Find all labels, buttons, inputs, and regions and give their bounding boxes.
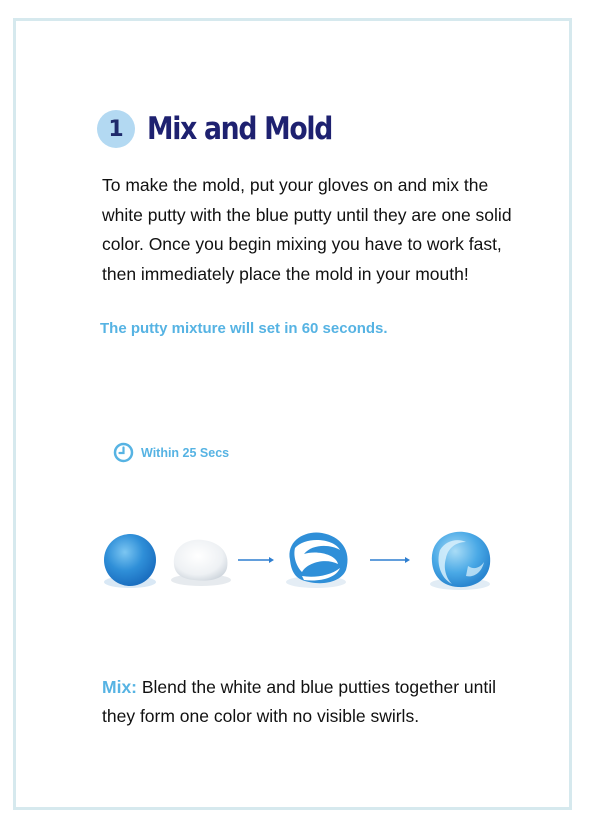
step-title: Mix and Mold <box>147 111 333 147</box>
mix-label: Mix: <box>102 677 137 697</box>
clock-icon <box>113 442 134 463</box>
mix-description <box>102 673 502 731</box>
mix-text: Blend the white and blue putties together until they form one color with no visible swirls. <box>102 677 496 726</box>
step-number-badge: 1 <box>97 110 135 148</box>
blue-putty-ball <box>104 534 156 588</box>
intro-paragraph: To make the mold, put your gloves on and mix the white putty with the blue putty until they are one solid color. Once you begin mixing you have to work fast, then immediately place the mold in your mouth! <box>102 175 512 284</box>
step-header <box>97 106 362 152</box>
mixed-putty-ball <box>430 532 490 590</box>
mixing-illustration <box>90 520 510 600</box>
timer-label: Within 25 Secs <box>141 445 230 460</box>
arrow-right-2 <box>370 557 410 563</box>
timer-row <box>113 442 229 463</box>
set-time-note: The putty mixture will set in 60 seconds. <box>100 320 388 337</box>
white-putty-ball <box>171 540 231 586</box>
arrow-right-1 <box>238 557 274 563</box>
swirled-putty <box>286 532 348 588</box>
